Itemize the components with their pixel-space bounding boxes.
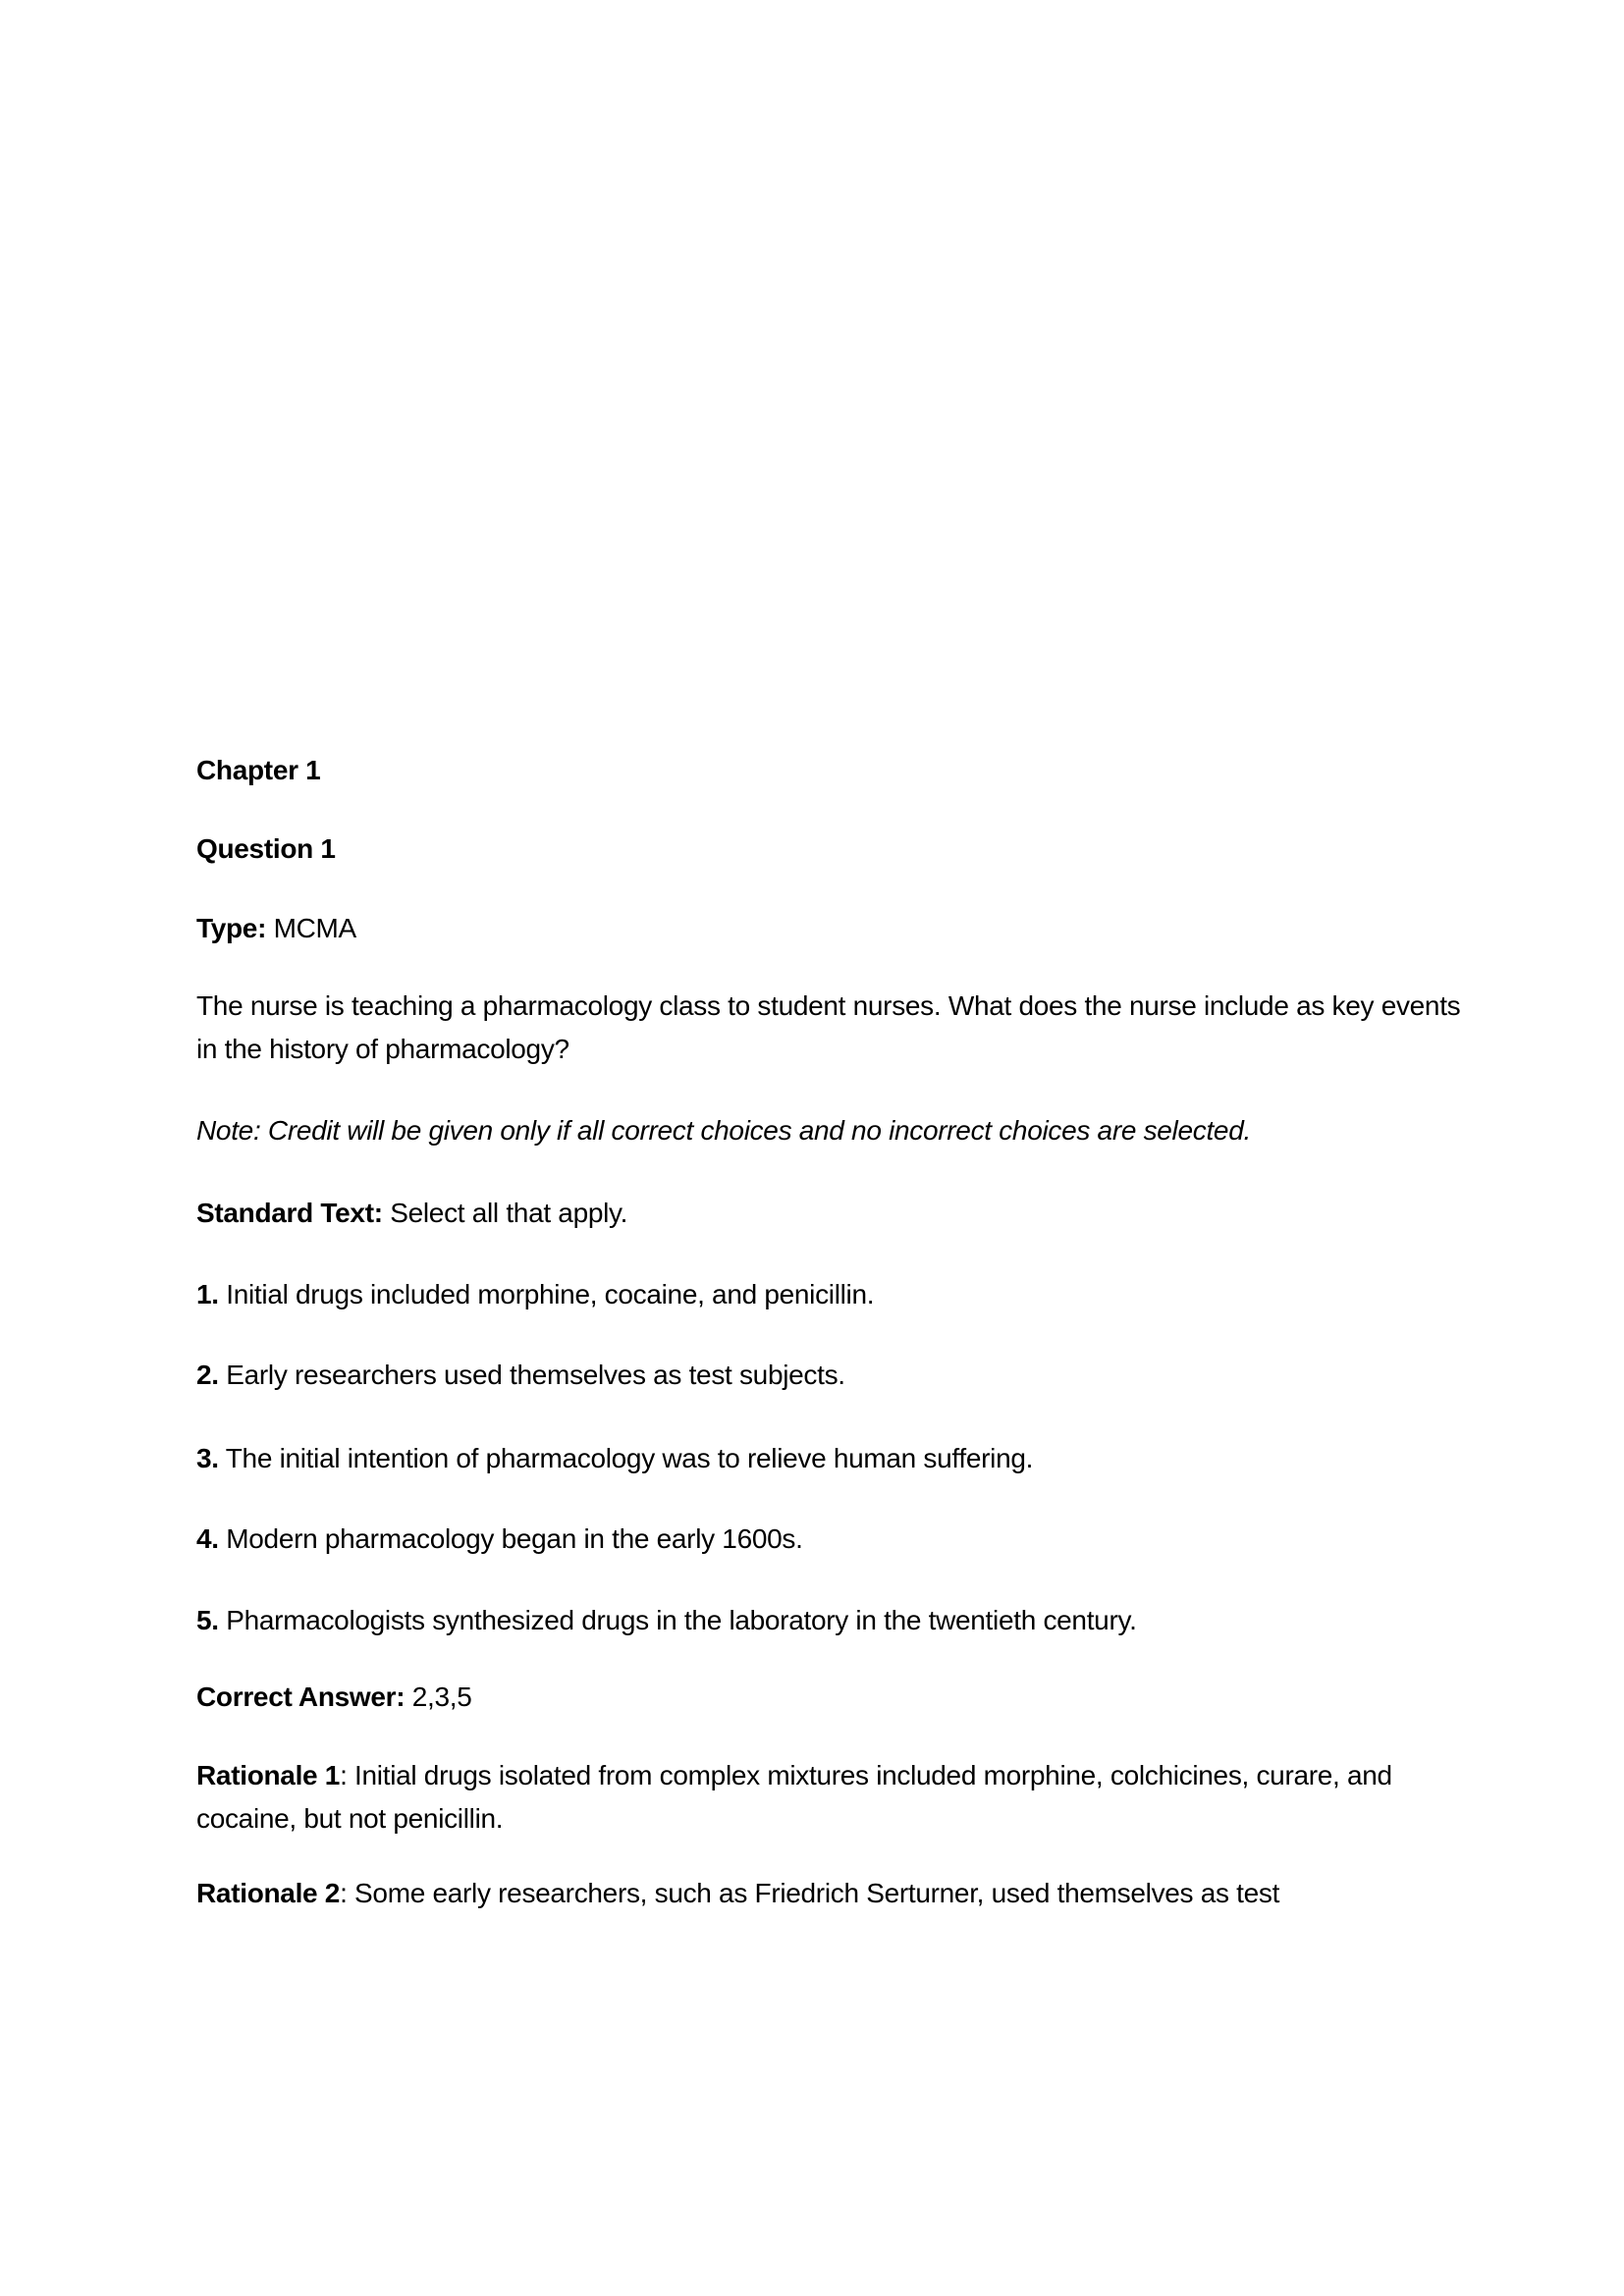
option-number: 5.	[196, 1605, 219, 1635]
chapter-heading	[196, 749, 1463, 792]
question-title: Question 1	[196, 833, 336, 864]
option-1	[196, 1273, 1463, 1316]
option-3	[196, 1437, 1463, 1480]
rationale-text: : Some early researchers, such as Friedrich Serturner, used themselves as test	[340, 1878, 1280, 1908]
standard-text-value: Select all that apply.	[382, 1198, 628, 1228]
question-heading	[196, 828, 1463, 871]
correct-answer-label: Correct Answer:	[196, 1682, 406, 1712]
rationale-label: Rationale 1	[196, 1760, 341, 1790]
correct-answer	[196, 1676, 1463, 1719]
option-text: Pharmacologists synthesized drugs in the laboratory in the twentieth century.	[218, 1605, 1137, 1635]
question-type	[196, 907, 1463, 950]
option-4	[196, 1518, 1463, 1561]
rationale-text: : Initial drugs isolated from complex mixtures included morphine, colchicines, curare, and cocaine, but not penicillin.	[196, 1760, 1392, 1834]
note-text: Note: Credit will be given only if all correct choices and no incorrect choices are selected.	[196, 1115, 1251, 1146]
correct-answer-value: 2,3,5	[405, 1682, 472, 1712]
option-text: Early researchers used themselves as test subjects.	[218, 1360, 845, 1390]
note	[196, 1109, 1463, 1152]
option-text: The initial intention of pharmacology was to relieve human suffering.	[218, 1443, 1034, 1473]
rationale-1	[196, 1754, 1424, 1841]
option-number: 1.	[196, 1279, 219, 1309]
option-number: 4.	[196, 1523, 219, 1554]
rationale-label: Rationale 2	[196, 1878, 341, 1908]
option-text: Modern pharmacology began in the early 1600s.	[218, 1523, 803, 1554]
option-5	[196, 1599, 1463, 1642]
chapter-title: Chapter 1	[196, 755, 321, 785]
option-number: 2.	[196, 1360, 219, 1390]
standard-text	[196, 1192, 1463, 1235]
question-stem: The nurse is teaching a pharmacology class to student nurses. What does the nurse include as key events in the history of pharmacology?	[196, 990, 1461, 1064]
standard-text-label: Standard Text:	[196, 1198, 383, 1228]
option-number: 3.	[196, 1443, 219, 1473]
rationale-2	[196, 1872, 1473, 1915]
type-value: MCMA	[266, 913, 356, 943]
option-2	[196, 1354, 1463, 1397]
option-text: Initial drugs included morphine, cocaine, and penicillin.	[218, 1279, 875, 1309]
type-label: Type:	[196, 913, 267, 943]
